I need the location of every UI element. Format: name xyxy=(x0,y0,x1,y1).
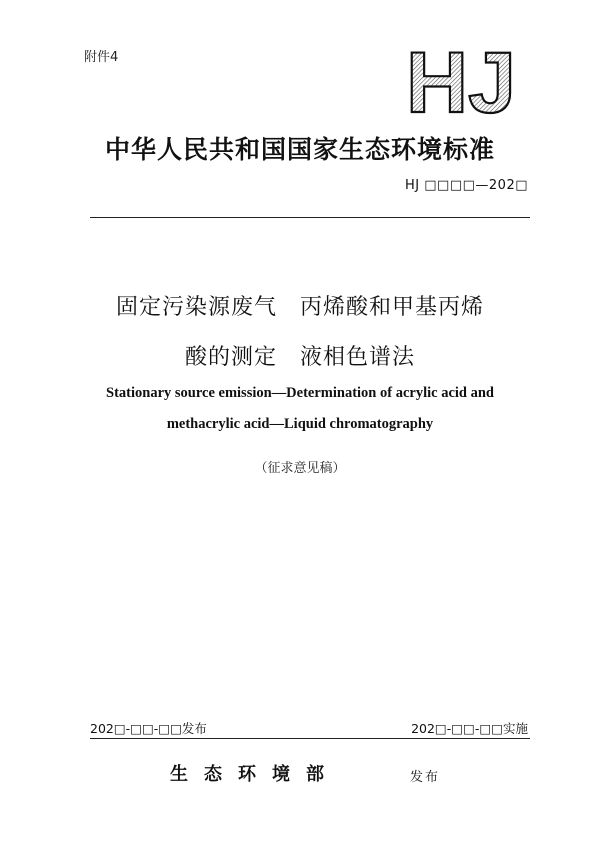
english-title-line-1: Stationary source emission—Determination of acrylic acid and xyxy=(106,385,494,401)
issuer-suffix: 发布 xyxy=(410,770,441,785)
hj-logo xyxy=(396,40,526,118)
bottom-divider xyxy=(90,738,530,739)
org-title: 中华人民共和国国家生态环境标准 xyxy=(104,135,495,164)
standard-number: HJ □□□□—202□ xyxy=(405,178,528,193)
chinese-title-line-1: 固定污染源废气 丙烯酸和甲基丙烯 xyxy=(115,295,484,320)
english-title-line-2: methacrylic acid—Liquid chromatography xyxy=(166,416,434,432)
hj-logo-text: HJ xyxy=(406,40,516,118)
effective-date: 202□-□□-□□实施 xyxy=(411,721,528,736)
draft-note: （征求意见稿） xyxy=(254,461,346,476)
chinese-title-line-2: 酸的测定 液相色谱法 xyxy=(184,345,415,370)
attachment-label: 附件4 xyxy=(84,50,119,65)
issuer-name: 生态环境部 xyxy=(170,764,340,785)
top-divider xyxy=(90,217,530,218)
release-date: 202□-□□-□□发布 xyxy=(90,721,207,736)
